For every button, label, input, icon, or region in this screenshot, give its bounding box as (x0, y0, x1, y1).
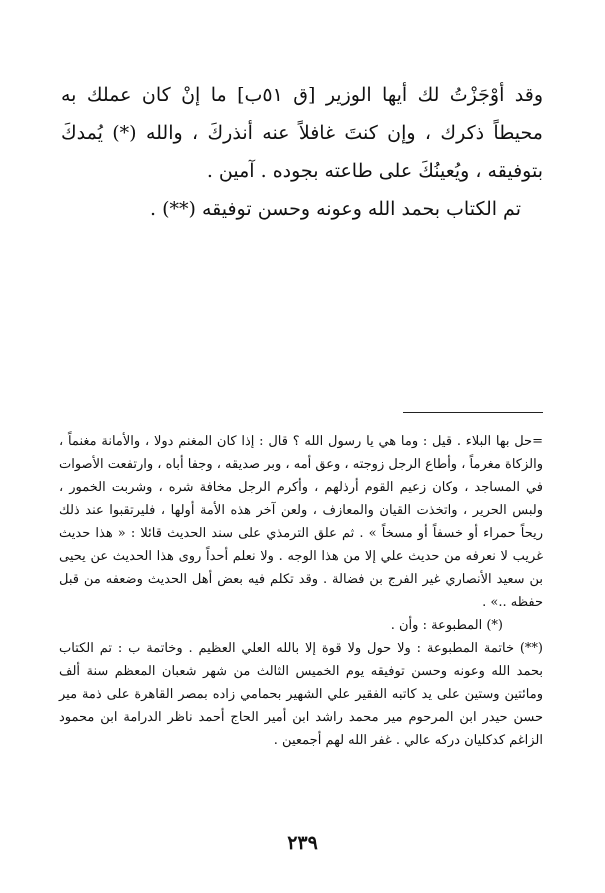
main-text (61, 76, 543, 228)
footnote-double-star: (**) خاتمة المطبوعة : ولا حول ولا قوة إلا بالله العلي العظيم . وخاتمة ب : تم الكتاب بحمد الله وعونه وحسن توفيقه يوم الخميس الثالث من شهر شعبان المعظم سنة ألف ومائتين وستين على يد كاتبه الفقير علي الشهير بحمامي زاده بمصر القاهرة على ذمة مير حسن حيدر ابن المرحوم مير محمد راشد ابن أمير الحاج أحمد ناظر الدرامة ابن محمود الزاغم كدكليان دركه عالي . غفر الله لهم أجمعين . (59, 641, 543, 748)
footnote-continuation: =حل بها البلاء . قيل : وما هي يا رسول الله ؟ قال : إذا كان المغنم دولا ، والأمانة مغنماً ، والزكاة مغرماً ، وأطاع الرجل زوجته ، وعق أمه ، وبر صديقه ، وجفا أباه ، وارتفعت الأصوات في المساجد ، وكان زعيم القوم أرذلهم ، وأكرم الرجل مخافة شره ، وشربت الخمور ، ولبس الحرير ، واتخذت القيان والمعازف ، ولعن آخر هذه الأمة أولها ، فليرتقبوا عند ذلك ريحاً حمراء أو خسفاً أو مسخاً » . ثم علق الترمذي على سند الحديث قائلا : « هذا حديث غريب لا نعرفه من حديث علي إلا من هذا الوجه . ولا نعلم أحداً روى هذا الحديث عن يحيى بن سعيد الأنصاري غير الفرج بن فضالة . وقد تكلم فيه بعض أهل الحديث وضعفه من قبل حفظه ..» . (58, 434, 543, 610)
footnote-star: (*) المطبوعة : وأن . (390, 618, 503, 633)
footnotes (59, 430, 543, 752)
main-paragraph: وقد أوْجَزْتُ لك أيها الوزير [ق ٥١ب] ما إنْ كان عملك به محيطاً ذكرك ، وإن كنتَ غافلاً عنه أنذركَ ، والله (*) يُمدكَ بتوفيقه ، ويُعينُكَ على طاعته بجوده . آمين . (61, 84, 543, 182)
closing-line: تم الكتاب بحمد الله وعونه وحسن توفيقه (**) . (150, 198, 521, 220)
footnote-separator (403, 412, 543, 413)
page-number: ٢٣٩ (287, 832, 318, 854)
